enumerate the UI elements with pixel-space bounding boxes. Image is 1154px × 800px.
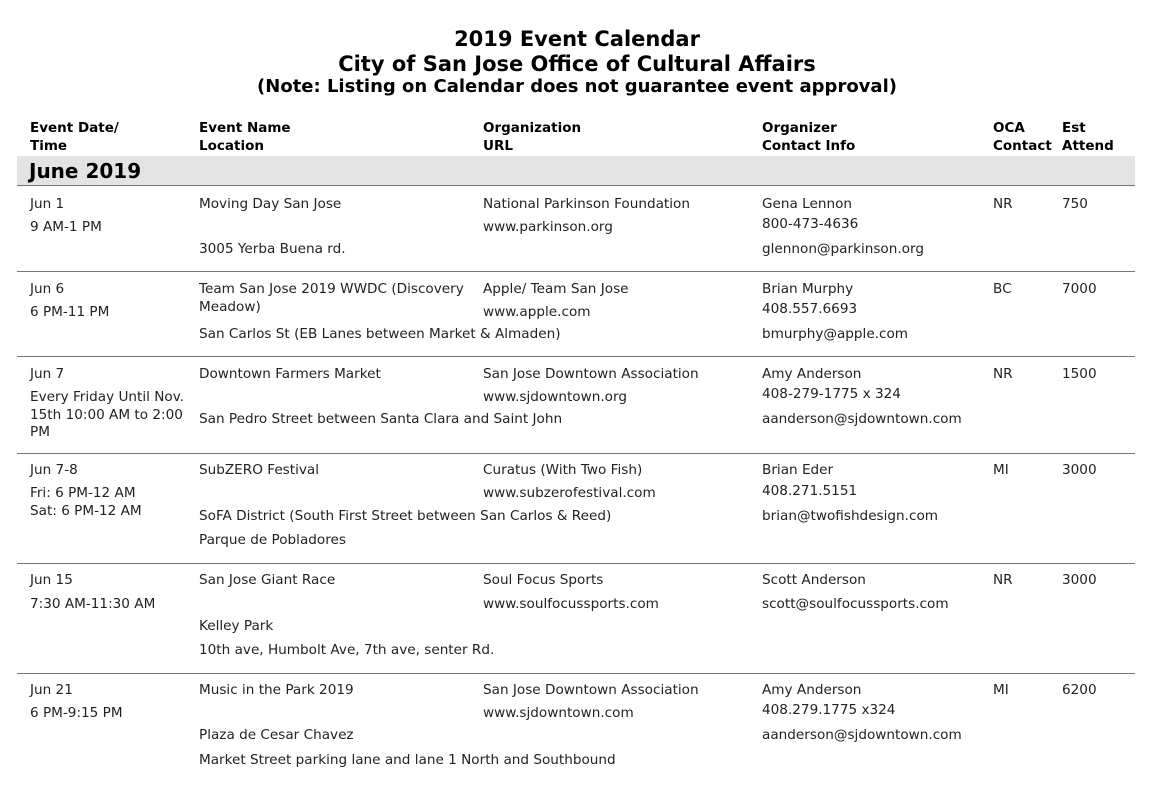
- title-office: City of San Jose Office of Cultural Affairs: [338, 51, 816, 76]
- header-event-date-line2: Time: [30, 137, 68, 154]
- organization-url: www.subzerofestival.com: [483, 485, 656, 501]
- header-event-name: [199, 120, 291, 155]
- organizer-phone: 408-279-1775 x 324: [762, 386, 901, 402]
- header-organization-line2: URL: [483, 137, 513, 154]
- organizer-name: Brian Eder: [762, 462, 834, 478]
- event-location: 3005 Yerba Buena rd.: [199, 241, 346, 257]
- event-date: Jun 7-8: [30, 462, 78, 478]
- event-location: Plaza de Cesar Chavez: [199, 727, 354, 743]
- organizer-email: brian@twofishdesign.com: [762, 508, 939, 524]
- event-row: [17, 357, 1135, 454]
- header-organizer: [762, 120, 855, 155]
- event-row: [17, 564, 1135, 674]
- est-attendance: 1500: [1062, 366, 1097, 382]
- organizer-name: Gena Lennon: [762, 196, 853, 212]
- oca-contact: NR: [993, 366, 1013, 382]
- header-event-name-line1: Event Name: [199, 120, 291, 136]
- header-est-attend: [1062, 120, 1114, 155]
- event-location: San Carlos St (EB Lanes between Market & Almaden): [199, 326, 561, 342]
- organizer-name: Brian Murphy: [762, 281, 854, 297]
- header-oca-contact: [993, 120, 1052, 155]
- organizer-name: Amy Anderson: [762, 366, 862, 382]
- event-row: [17, 272, 1135, 357]
- event-location-secondary: Parque de Pobladores: [199, 532, 346, 548]
- event-time: Fri: 6 PM-12 AM: [30, 485, 136, 501]
- header-attend-line1: Est: [1062, 120, 1086, 136]
- month-label: June 2019: [29, 159, 142, 183]
- organization-url: www.sjdowntown.org: [483, 389, 627, 405]
- event-row: [17, 674, 1135, 774]
- est-attendance: 750: [1062, 196, 1088, 212]
- event-time: 9 AM-1 PM: [30, 219, 102, 235]
- organizer-name: Amy Anderson: [762, 682, 862, 698]
- oca-contact: MI: [993, 682, 1009, 698]
- event-location-secondary: 10th ave, Humbolt Ave, 7th ave, senter Rd.: [199, 642, 495, 658]
- header-organizer-line1: Organizer: [762, 120, 837, 136]
- organization-url: www.apple.com: [483, 304, 591, 320]
- event-name: Team San Jose 2019 WWDC (Discovery Meadow): [199, 281, 464, 315]
- event-time: 6 PM-9:15 PM: [30, 705, 123, 721]
- est-attendance: 7000: [1062, 281, 1097, 297]
- organizer-name: Scott Anderson: [762, 572, 866, 588]
- organization-name: Curatus (With Two Fish): [483, 462, 643, 478]
- event-row: [17, 454, 1135, 564]
- header-oca-line1: OCA: [993, 120, 1025, 136]
- month-section-header: [17, 156, 1135, 186]
- organization-name: Apple/ Team San Jose: [483, 281, 629, 297]
- header-event-date: [30, 120, 119, 155]
- event-time: 6 PM-11 PM: [30, 304, 110, 320]
- event-name: Moving Day San Jose: [199, 196, 342, 212]
- organization-name: National Parkinson Foundation: [483, 196, 690, 212]
- document-title: [0, 27, 1154, 98]
- organization-url: www.parkinson.org: [483, 219, 613, 235]
- organizer-email: scott@soulfocussports.com: [762, 596, 949, 612]
- header-organization: [483, 120, 581, 155]
- organizer-phone: 800-473-4636: [762, 216, 859, 232]
- event-time: 7:30 AM-11:30 AM: [30, 596, 156, 612]
- event-date: Jun 7: [30, 366, 65, 382]
- header-event-name-line2: Location: [199, 137, 264, 154]
- event-location-secondary: Market Street parking lane and lane 1 North and Southbound: [199, 752, 616, 768]
- event-time: Every Friday Until Nov. 15th 10:00 AM to 2:00 PM: [30, 389, 185, 440]
- organization-name: San Jose Downtown Association: [483, 366, 699, 382]
- oca-contact: NR: [993, 196, 1013, 212]
- organizer-email: aanderson@sjdowntown.com: [762, 411, 962, 427]
- event-date: Jun 6: [30, 281, 65, 297]
- organizer-email: aanderson@sjdowntown.com: [762, 727, 962, 743]
- header-oca-line2: Contact: [993, 137, 1052, 154]
- organization-name: San Jose Downtown Association: [483, 682, 699, 698]
- event-location: San Pedro Street between Santa Clara and Saint John: [199, 411, 563, 427]
- organization-name: Soul Focus Sports: [483, 572, 604, 588]
- event-location: Kelley Park: [199, 618, 274, 634]
- title-note: (Note: Listing on Calendar does not guarantee event approval): [257, 76, 897, 97]
- organizer-email: glennon@parkinson.org: [762, 241, 924, 257]
- event-name: San Jose Giant Race: [199, 572, 336, 588]
- event-location: SoFA District (South First Street between San Carlos & Reed): [199, 508, 612, 524]
- organizer-phone: 408.279.1775 x324: [762, 702, 896, 718]
- event-date: Jun 15: [30, 572, 73, 588]
- event-time-second: Sat: 6 PM-12 AM: [30, 503, 142, 519]
- oca-contact: MI: [993, 462, 1009, 478]
- event-row: [17, 186, 1135, 272]
- header-event-date-line1: Event Date/: [30, 120, 119, 136]
- event-name: SubZERO Festival: [199, 462, 320, 478]
- est-attendance: 3000: [1062, 462, 1097, 478]
- event-date: Jun 1: [30, 196, 65, 212]
- organizer-email: bmurphy@apple.com: [762, 326, 909, 342]
- event-date: Jun 21: [30, 682, 73, 698]
- organizer-phone: 408.271.5151: [762, 483, 858, 499]
- organization-url: www.soulfocussports.com: [483, 596, 659, 612]
- title-year: 2019 Event Calendar: [454, 27, 700, 51]
- header-organization-line1: Organization: [483, 120, 582, 136]
- event-name: Music in the Park 2019: [199, 682, 354, 698]
- organization-url: www.sjdowntown.com: [483, 705, 634, 721]
- oca-contact: BC: [993, 281, 1012, 297]
- oca-contact: NR: [993, 572, 1013, 588]
- organizer-phone: 408.557.6693: [762, 301, 858, 317]
- event-name: Downtown Farmers Market: [199, 366, 381, 382]
- est-attendance: 3000: [1062, 572, 1097, 588]
- header-organizer-line2: Contact Info: [762, 137, 856, 154]
- header-attend-line2: Attend: [1062, 137, 1114, 154]
- est-attendance: 6200: [1062, 682, 1097, 698]
